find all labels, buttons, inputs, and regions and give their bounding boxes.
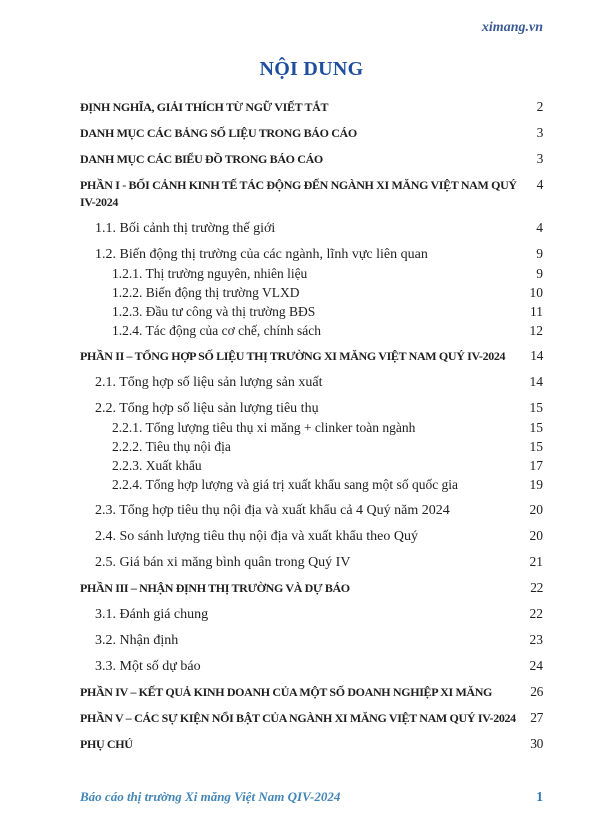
toc-row[interactable] (80, 735, 543, 753)
toc-entry-label: 2.2.1. Tổng lượng tiêu thụ xi măng + clinker toàn ngành (112, 420, 416, 435)
site-link[interactable]: ximang.vn (481, 20, 543, 35)
toc-entry-label: DANH MỤC CÁC BẢNG SỐ LIỆU TRONG BÁO CÁO (80, 126, 357, 140)
toc-entry-label: PHẦN I - BỐI CẢNH KINH TẾ TÁC ĐỘNG ĐẾN NGÀNH XI MĂNG VIỆT NAM QUÝ IV-2024 (80, 178, 517, 209)
toc-entry-label: 2.3. Tổng hợp tiêu thụ nội địa và xuất khẩu cả 4 Quý năm 2024 (95, 503, 450, 518)
toc-entry-page-number: 21 (529, 554, 543, 569)
toc-entry-page-number: 22 (529, 606, 543, 621)
toc-row[interactable] (80, 265, 543, 282)
toc-row[interactable] (80, 176, 543, 211)
toc-entry-page-number: 3 (536, 151, 543, 166)
toc-entry-page-number: 4 (536, 220, 543, 235)
toc-entry-label: PHẦN V – CÁC SỰ KIỆN NỔI BẬT CỦA NGÀNH XI MĂNG VIỆT NAM QUÝ IV-2024 (80, 711, 516, 725)
page-title: NỘI DUNG (259, 58, 364, 80)
toc-entry-label: PHẦN III – NHẬN ĐỊNH THỊ TRƯỜNG VÀ DỰ BÁO (80, 581, 350, 595)
toc-entry-page-number: 10 (529, 285, 543, 300)
toc-list (80, 98, 543, 753)
page-footer (80, 789, 543, 805)
toc-row[interactable] (80, 399, 543, 417)
toc-entry-page-number: 30 (530, 736, 543, 751)
toc-row[interactable] (80, 605, 543, 623)
toc-row[interactable] (80, 501, 543, 519)
toc-entry-label: PHẦN IV – KẾT QUẢ KINH DOANH CỦA MỘT SỐ DOANH NGHIỆP XI MĂNG (80, 685, 493, 699)
toc-entry-label: 1.2.2. Biến động thị trường VLXD (112, 285, 300, 300)
toc-entry-label: 1.2. Biến động thị trường của các ngành, lĩnh vực liên quan (95, 247, 428, 262)
toc-entry-label: ĐỊNH NGHĨA, GIẢI THÍCH TỪ NGỮ VIẾT TẮT (80, 100, 329, 114)
toc-entry-label: 2.4. So sánh lượng tiêu thụ nội địa và xuất khẩu theo Quý (95, 529, 418, 544)
toc-entry-label: DANH MỤC CÁC BIỂU ĐỒ TRONG BÁO CÁO (80, 152, 323, 166)
toc-row[interactable] (80, 657, 543, 675)
toc-entry-page-number: 9 (536, 266, 543, 281)
toc-entry-label: 1.1. Bối cảnh thị trường thế giới (95, 221, 276, 236)
toc-entry-label: 1.2.3. Đầu tư công và thị trường BĐS (112, 304, 316, 319)
toc-entry-page-number: 22 (530, 580, 543, 595)
toc-row[interactable] (80, 98, 543, 116)
toc-entry-page-number: 2 (536, 99, 543, 114)
toc-entry-page-number: 11 (530, 304, 543, 319)
toc-row[interactable] (80, 219, 543, 237)
toc-row[interactable] (80, 347, 543, 365)
toc-row[interactable] (80, 683, 543, 701)
toc-entry-label: 3.1. Đánh giá chung (95, 607, 209, 622)
toc-entry-page-number: 27 (530, 710, 543, 725)
toc-row[interactable] (80, 419, 543, 436)
toc-entry-page-number: 24 (529, 658, 543, 673)
toc-entry-label: 2.2.3. Xuất khẩu (112, 458, 202, 473)
footer-report-title: Báo cáo thị trường Xi măng Việt Nam QIV-2024 (80, 789, 341, 804)
toc-entry-label: 2.1. Tổng hợp số liệu sản lượng sản xuất (95, 375, 323, 390)
toc-row[interactable] (80, 579, 543, 597)
toc-row[interactable] (80, 245, 543, 263)
toc-entry-page-number: 15 (529, 439, 543, 454)
toc-entry-label: PHỤ CHÚ (80, 737, 133, 751)
toc-row[interactable] (80, 553, 543, 571)
toc-entry-label: PHẦN II – TỔNG HỢP SỐ LIỆU THỊ TRƯỜNG XI MĂNG VIỆT NAM QUÝ IV-2024 (80, 349, 506, 363)
toc-row[interactable] (80, 457, 543, 474)
toc-entry-page-number: 14 (529, 374, 543, 389)
toc-entry-page-number: 19 (529, 477, 543, 492)
toc-entry-page-number: 4 (536, 177, 543, 192)
toc-entry-page-number: 20 (529, 502, 543, 517)
toc-row[interactable] (80, 284, 543, 301)
toc-entry-label: 3.2. Nhận định (95, 633, 179, 648)
toc-row[interactable] (80, 150, 543, 168)
toc-entry-page-number: 14 (530, 348, 543, 363)
toc-entry-page-number: 9 (536, 246, 543, 261)
toc-entry-label: 2.2.2. Tiêu thụ nội địa (112, 439, 231, 454)
toc-row[interactable] (80, 373, 543, 391)
toc-entry-label: 2.2.4. Tổng hợp lượng và giá trị xuất khẩu sang một số quốc gia (112, 477, 459, 492)
toc-row[interactable] (80, 438, 543, 455)
toc-entry-page-number: 20 (529, 528, 543, 543)
toc-row[interactable] (80, 709, 543, 727)
toc-row[interactable] (80, 631, 543, 649)
toc-entry-label: 2.5. Giá bán xi măng bình quân trong Quý IV (95, 555, 351, 570)
toc-entry-page-number: 12 (529, 323, 543, 338)
toc-row[interactable] (80, 322, 543, 339)
footer-page-number: 1 (536, 789, 543, 804)
toc-row[interactable] (80, 124, 543, 142)
toc-row[interactable] (80, 527, 543, 545)
toc-entry-label: 2.2. Tổng hợp số liệu sản lượng tiêu thụ (95, 401, 319, 416)
toc-entry-page-number: 3 (536, 125, 543, 140)
toc-entry-label: 1.2.4. Tác động của cơ chế, chính sách (112, 323, 321, 338)
toc-entry-label: 3.3. Một số dự báo (95, 659, 201, 674)
toc-entry-page-number: 17 (529, 458, 543, 473)
toc-row[interactable] (80, 476, 543, 493)
page-header (0, 0, 600, 36)
toc-entry-label: 1.2.1. Thị trường nguyên, nhiên liệu (112, 266, 308, 281)
toc-entry-page-number: 26 (530, 684, 543, 699)
toc-row[interactable] (80, 303, 543, 320)
toc-entry-page-number: 15 (529, 400, 543, 415)
toc-entry-page-number: 23 (529, 632, 543, 647)
toc-entry-page-number: 15 (529, 420, 543, 435)
